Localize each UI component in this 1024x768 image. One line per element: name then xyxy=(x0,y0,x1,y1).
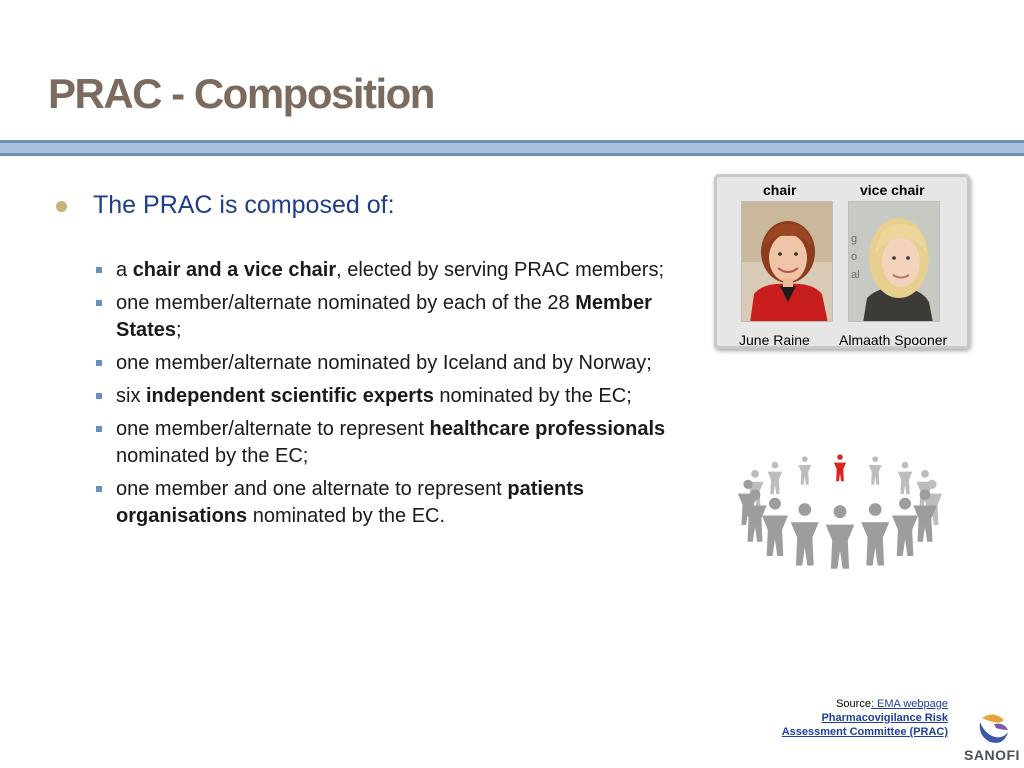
text-segment: nominated by the EC. xyxy=(247,505,446,527)
sub-bullet-text xyxy=(116,350,652,377)
bold-segment: Member States xyxy=(116,292,652,341)
text-segment: ; xyxy=(176,319,182,341)
main-bullet-text: The PRAC is composed of: xyxy=(93,191,395,219)
chair-role-label: chair xyxy=(763,182,797,198)
source-citation xyxy=(782,697,948,739)
chair-photo xyxy=(741,201,833,322)
text-segment: one member/alternate nominated by Iceland and by Norway; xyxy=(116,352,652,374)
square-bullet-icon xyxy=(96,486,102,492)
person-figure xyxy=(869,456,882,484)
person-figure xyxy=(826,505,855,569)
bold-segment: independent scientific experts xyxy=(146,385,434,407)
photo-panel xyxy=(714,174,970,349)
person-figure xyxy=(798,456,811,484)
source-link-ema[interactable]: : EMA webpage xyxy=(870,698,948,710)
text-segment: one member/alternate nominated by each of the 28 xyxy=(116,292,576,314)
text-segment: one member and one alternate to represent xyxy=(116,478,508,500)
sub-bullet-text xyxy=(116,383,632,410)
sub-bullet-list xyxy=(96,257,676,536)
square-bullet-icon xyxy=(96,300,102,306)
sub-bullet-item xyxy=(96,257,676,284)
person-figure xyxy=(898,462,913,494)
title-divider-bar xyxy=(0,140,1024,156)
slide-title: PRAC - Composition xyxy=(48,70,434,117)
people-circle-illustration xyxy=(736,445,944,585)
text-segment: nominated by the EC; xyxy=(116,445,309,467)
sanofi-logo xyxy=(960,712,1024,768)
bullet-dot-icon xyxy=(56,201,67,212)
bold-segment: patients organisations xyxy=(116,478,585,527)
sub-bullet-item xyxy=(96,290,676,344)
sub-bullet-item xyxy=(96,350,676,377)
person-figure xyxy=(791,503,819,565)
svg-text:o: o xyxy=(851,251,858,263)
vice-chair-photo xyxy=(848,201,940,322)
bold-segment: chair and a vice chair xyxy=(132,259,337,281)
source-link-prac-line2[interactable]: Assessment Committee (PRAC) xyxy=(781,726,948,738)
logo-text: SANOFI xyxy=(964,747,1020,763)
svg-text:g: g xyxy=(851,233,858,245)
red-person-figure xyxy=(834,454,846,481)
vice-chair-role-label: vice chair xyxy=(860,182,925,198)
text-segment: one member/alternate to represent xyxy=(116,418,430,440)
main-bullet xyxy=(56,188,395,222)
square-bullet-icon xyxy=(96,393,102,399)
person-figure xyxy=(768,462,783,494)
text-segment: a xyxy=(116,259,133,281)
square-bullet-icon xyxy=(96,267,102,273)
square-bullet-icon xyxy=(96,426,102,432)
sub-bullet-item xyxy=(96,476,676,530)
sub-bullet-text xyxy=(116,257,664,284)
source-link-prac-line1[interactable]: Pharmacovigilance Risk xyxy=(821,712,948,724)
sub-bullet-text xyxy=(116,476,676,530)
sub-bullet-item xyxy=(96,383,676,410)
svg-text:al: al xyxy=(851,269,860,281)
sub-bullet-text xyxy=(116,416,676,470)
text-segment: nominated by the EC; xyxy=(433,385,632,407)
person-figure xyxy=(861,503,889,565)
sanofi-bird-icon xyxy=(960,712,1024,746)
text-segment: , elected by serving PRAC members; xyxy=(336,259,665,281)
sub-bullet-item xyxy=(96,416,676,470)
square-bullet-icon xyxy=(96,360,102,366)
bold-segment: healthcare professionals xyxy=(429,418,666,440)
vice-chair-name: Almaath Spooner xyxy=(839,332,948,348)
text-segment: six xyxy=(116,385,146,407)
source-prefix: Source xyxy=(836,698,871,710)
chair-name: June Raine xyxy=(739,332,810,348)
sub-bullet-text xyxy=(116,290,676,344)
